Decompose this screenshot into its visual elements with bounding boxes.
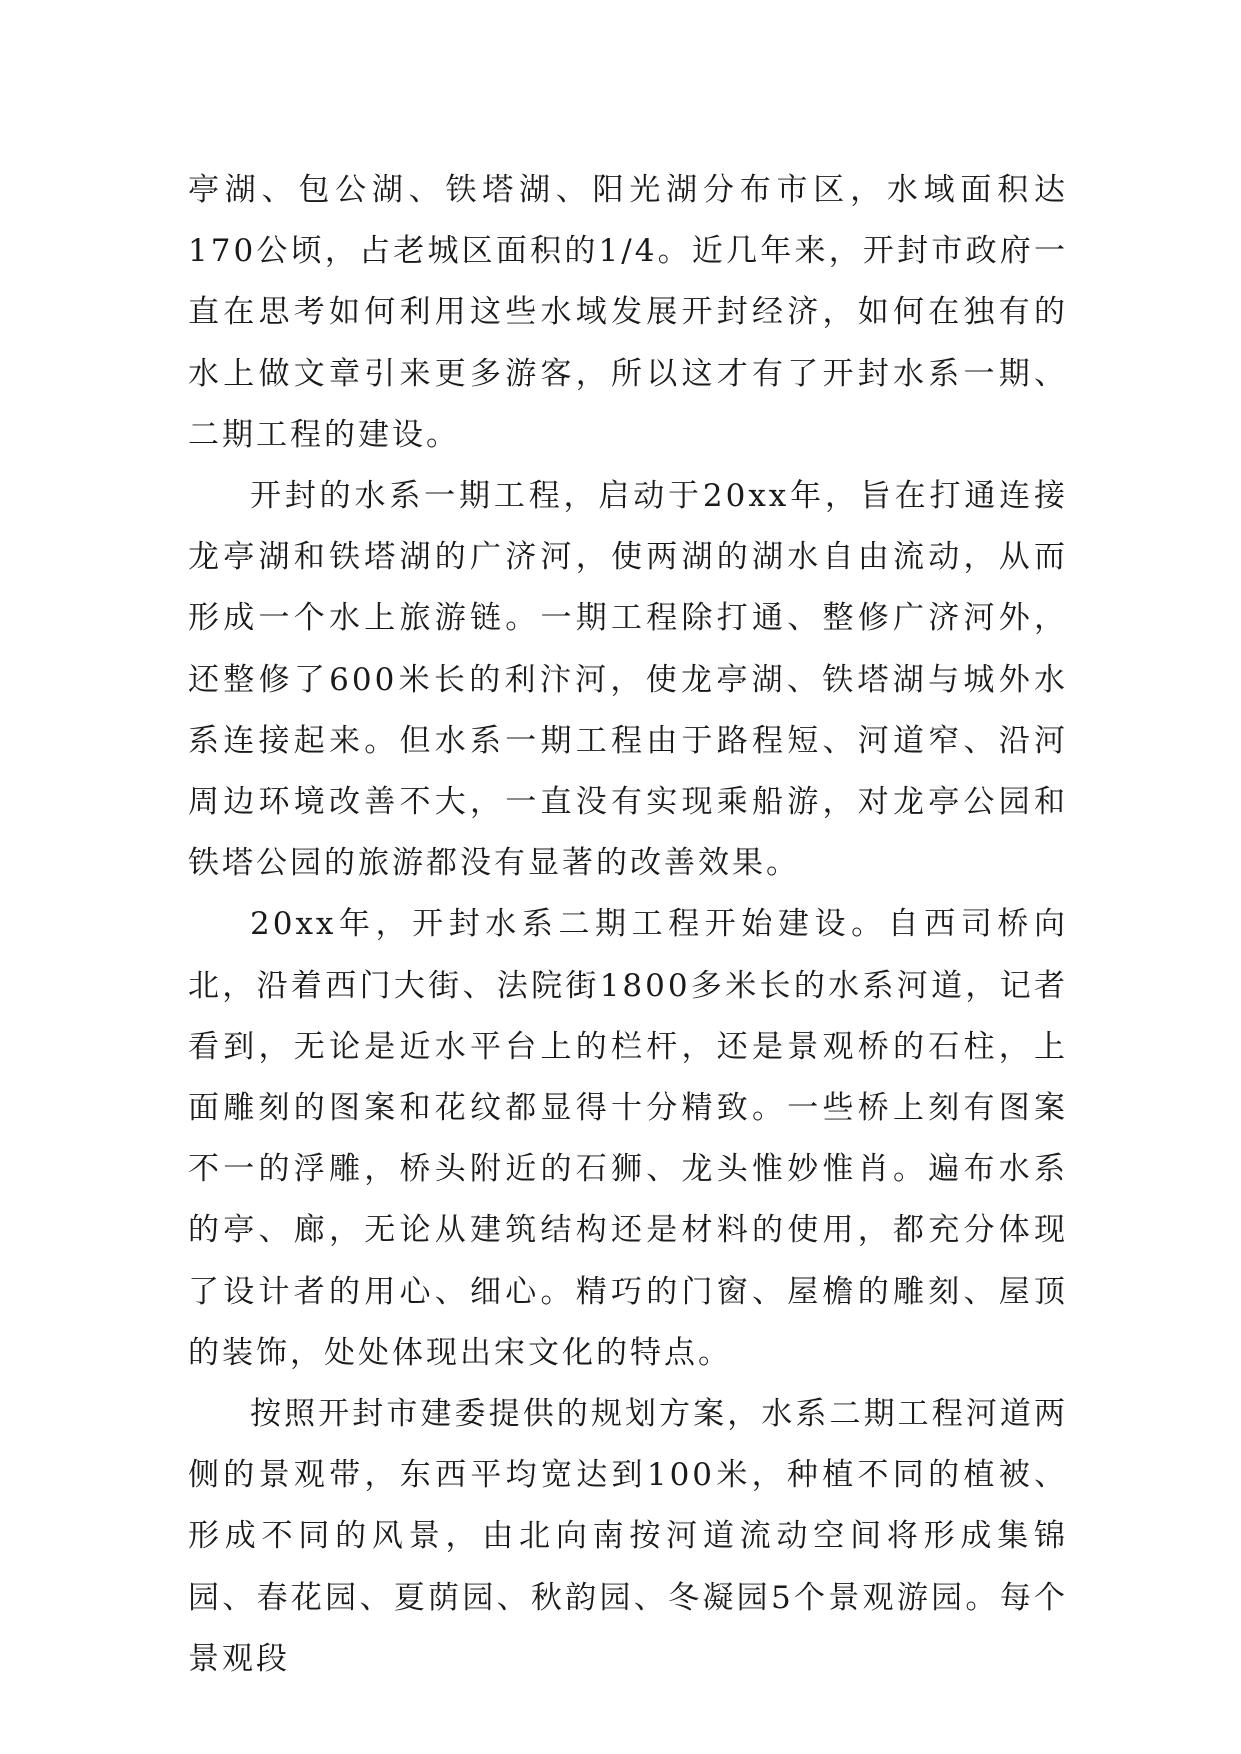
paragraph-phase-two: 20xx年，开封水系二期工程开始建设。自西司桥向北，沿着西门大街、法院街1800多米长的水系河道，记者看到，无论是近水平台上的栏杆，还是景观桥的石柱，上面雕刻的图案和花纹都显得十分精致。一些桥上刻有图案不一的浮雕，桥头附近的石狮、龙头惟妙惟肖。遍布水系的亭、廊，无论从建筑结构还是材料的使用，都充分体现了设计者的用心、细心。精巧的门窗、屋檐的雕刻、屋顶的装饰，处处体现出宋文化的特点。 — [188, 906, 1068, 1371]
document-body — [188, 160, 1068, 1690]
paragraph-phase-one: 开封的水系一期工程，启动于20xx年，旨在打通连接龙亭湖和铁塔湖的广济河，使两湖的湖水自由流动，从而形成一个水上旅游链。一期工程除打通、整修广济河外，还整修了600米长的利汴河，使龙亭湖、铁塔湖与城外水系连接起来。但水系一期工程由于路程短、河道窄、沿河周边环境改善不大，一直没有实现乘船游，对龙亭公园和铁塔公园的旅游都没有显著的改善效果。 — [188, 478, 1068, 882]
paragraph-landscape-plan: 按照开封市建委提供的规划方案，水系二期工程河道两侧的景观带，东西平均宽达到100米，种植不同的植被、形成不同的风景，由北向南按河道流动空间将形成集锦园、春花园、夏荫园、秋韵园、冬凝园5个景观游园。每个景观段 — [188, 1396, 1068, 1677]
paragraph-continued: 亭湖、包公湖、铁塔湖、阳光湖分布市区，水域面积达170公顷，占老城区面积的1/4。近几年来，开封市政府一直在思考如何利用这些水域发展开封经济，如何在独有的水上做文章引来更多游客，所以这才有了开封水系一期、二期工程的建设。 — [188, 172, 1068, 453]
